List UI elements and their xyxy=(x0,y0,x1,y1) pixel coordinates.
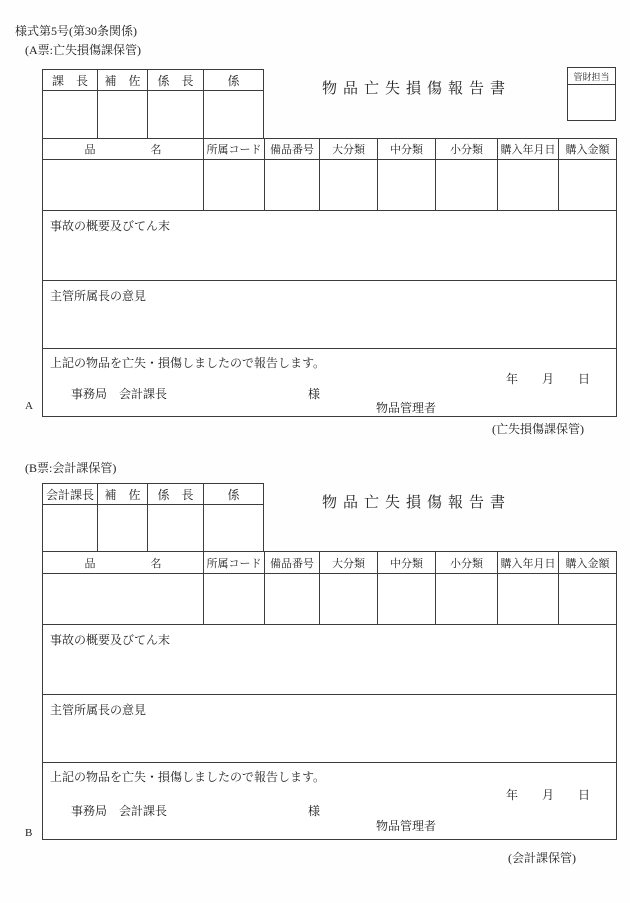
entry-cell xyxy=(43,574,204,624)
col-header-class-small: 小分類 xyxy=(436,139,498,159)
entry-cell xyxy=(320,160,378,210)
entry-cell xyxy=(204,574,265,624)
property-manager-stamp-box xyxy=(567,67,616,121)
col-header-purchase-amount: 購入金額 xyxy=(565,557,610,570)
approval-col-label: 補 佐 xyxy=(98,70,148,90)
form-number-label: 様式第5号(第30条関係) xyxy=(15,24,137,38)
copy-b-side-letter: B xyxy=(25,827,33,839)
date-line: 年 月 日 xyxy=(505,372,590,386)
entry-cell xyxy=(436,574,498,624)
entry-cell xyxy=(265,574,320,624)
entry-cell xyxy=(378,160,436,210)
col-header-class-large: 大分類 xyxy=(320,139,378,159)
item-table-header-row xyxy=(43,139,616,160)
col-header-class-small: 小分類 xyxy=(436,552,498,573)
approval-col-label: 係 長 xyxy=(148,484,204,504)
stamp-box-label: 管財担当 xyxy=(568,68,615,85)
approval-header-row xyxy=(43,484,263,505)
supervisor-opinion-label: 主管所属長の意見 xyxy=(50,289,147,303)
supervisor-opinion-label: 主管所属長の意見 xyxy=(50,703,147,717)
col-header-class-large: 大分類 xyxy=(320,552,378,573)
entry-cell xyxy=(559,574,616,624)
col-header-equip-no: 備品番号 xyxy=(265,552,320,573)
entry-cell xyxy=(498,574,559,624)
approval-stamp-cell xyxy=(204,505,263,551)
accident-summary-label: 事故の概要及びてん末 xyxy=(50,219,171,233)
addressee-honorific: 様 xyxy=(308,804,321,818)
approval-stamp-table-b xyxy=(42,483,264,551)
report-statement: 上記の物品を亡失・損傷しましたので報告します。 xyxy=(50,356,326,370)
approval-stamp-cell xyxy=(43,505,98,551)
entry-cell xyxy=(320,574,378,624)
approval-stamp-cell xyxy=(148,91,204,138)
accident-summary-label: 事故の概要及びてん末 xyxy=(50,633,171,647)
approval-col-label: 係 長 xyxy=(148,70,204,90)
accident-summary-section xyxy=(43,625,616,695)
col-header-equip-no: 備品番号 xyxy=(265,139,320,159)
approval-stamp-cell xyxy=(98,505,148,551)
approval-col-label: 課 長 xyxy=(43,70,98,90)
approval-stamp-table-a xyxy=(42,69,264,138)
accident-summary-section xyxy=(43,211,616,281)
addressee-honorific: 様 xyxy=(308,387,321,401)
col-header-item-name: 品 名 xyxy=(43,552,204,573)
report-statement-section xyxy=(43,763,616,839)
entry-cell xyxy=(498,160,559,210)
approval-col-label: 会計課長 xyxy=(43,484,98,504)
col-header-purchase-amount: 購入金額 xyxy=(565,144,610,156)
approval-col-label: 補 佐 xyxy=(98,484,148,504)
report-statement-section xyxy=(43,349,616,416)
approval-stamp-row xyxy=(43,505,263,551)
approval-stamp-cell xyxy=(148,505,204,551)
entry-cell xyxy=(265,160,320,210)
col-header-class-mid: 中分類 xyxy=(378,552,436,573)
manager-sign-line: 物品管理者 xyxy=(376,819,437,833)
entry-cell xyxy=(378,574,436,624)
report-statement: 上記の物品を亡失・損傷しましたので報告します。 xyxy=(50,770,326,784)
approval-header-row xyxy=(43,70,263,91)
entry-cell xyxy=(204,160,265,210)
col-header-purchase-date: 購入年月日 xyxy=(498,552,559,573)
date-line: 年 月 日 xyxy=(505,788,590,802)
approval-stamp-cell xyxy=(204,91,263,138)
addressee-line: 事務局 会計課長 xyxy=(71,387,168,401)
copy-a-side-letter: A xyxy=(25,400,33,412)
col-header-purchase-date: 購入年月日 xyxy=(498,139,559,159)
col-header-dept-code: 所属コード xyxy=(204,552,265,573)
form-title-b: 物品亡失損傷報告書 xyxy=(322,495,512,511)
copy-b-label: (B票:会計課保管) xyxy=(25,461,117,475)
col-header-item-name: 品 名 xyxy=(43,139,204,159)
col-header-dept-code: 所属コード xyxy=(204,139,265,159)
approval-stamp-cell xyxy=(98,91,148,138)
item-report-table-a xyxy=(42,138,617,417)
col-header-class-mid: 中分類 xyxy=(378,139,436,159)
item-table-header-row xyxy=(43,552,616,574)
entry-cell xyxy=(43,160,204,210)
item-table-entry-row xyxy=(43,160,616,211)
approval-stamp-cell xyxy=(43,91,98,138)
approval-stamp-row xyxy=(43,91,263,138)
addressee-line: 事務局 会計課長 xyxy=(71,804,168,818)
retention-note-b: (会計課保管) xyxy=(508,851,576,865)
supervisor-opinion-section xyxy=(43,281,616,349)
entry-cell xyxy=(436,160,498,210)
approval-col-label: 係 xyxy=(227,73,240,88)
manager-sign-line: 物品管理者 xyxy=(376,401,437,415)
item-table-entry-row xyxy=(43,574,616,625)
supervisor-opinion-section xyxy=(43,695,616,763)
approval-col-label: 係 xyxy=(227,487,240,502)
entry-cell xyxy=(559,160,616,210)
retention-note-a: (亡失損傷課保管) xyxy=(492,422,584,436)
item-report-table-b xyxy=(42,551,617,840)
copy-a-label: (A票:亡失損傷課保管) xyxy=(25,43,141,57)
form-title-a: 物品亡失損傷報告書 xyxy=(322,81,512,97)
